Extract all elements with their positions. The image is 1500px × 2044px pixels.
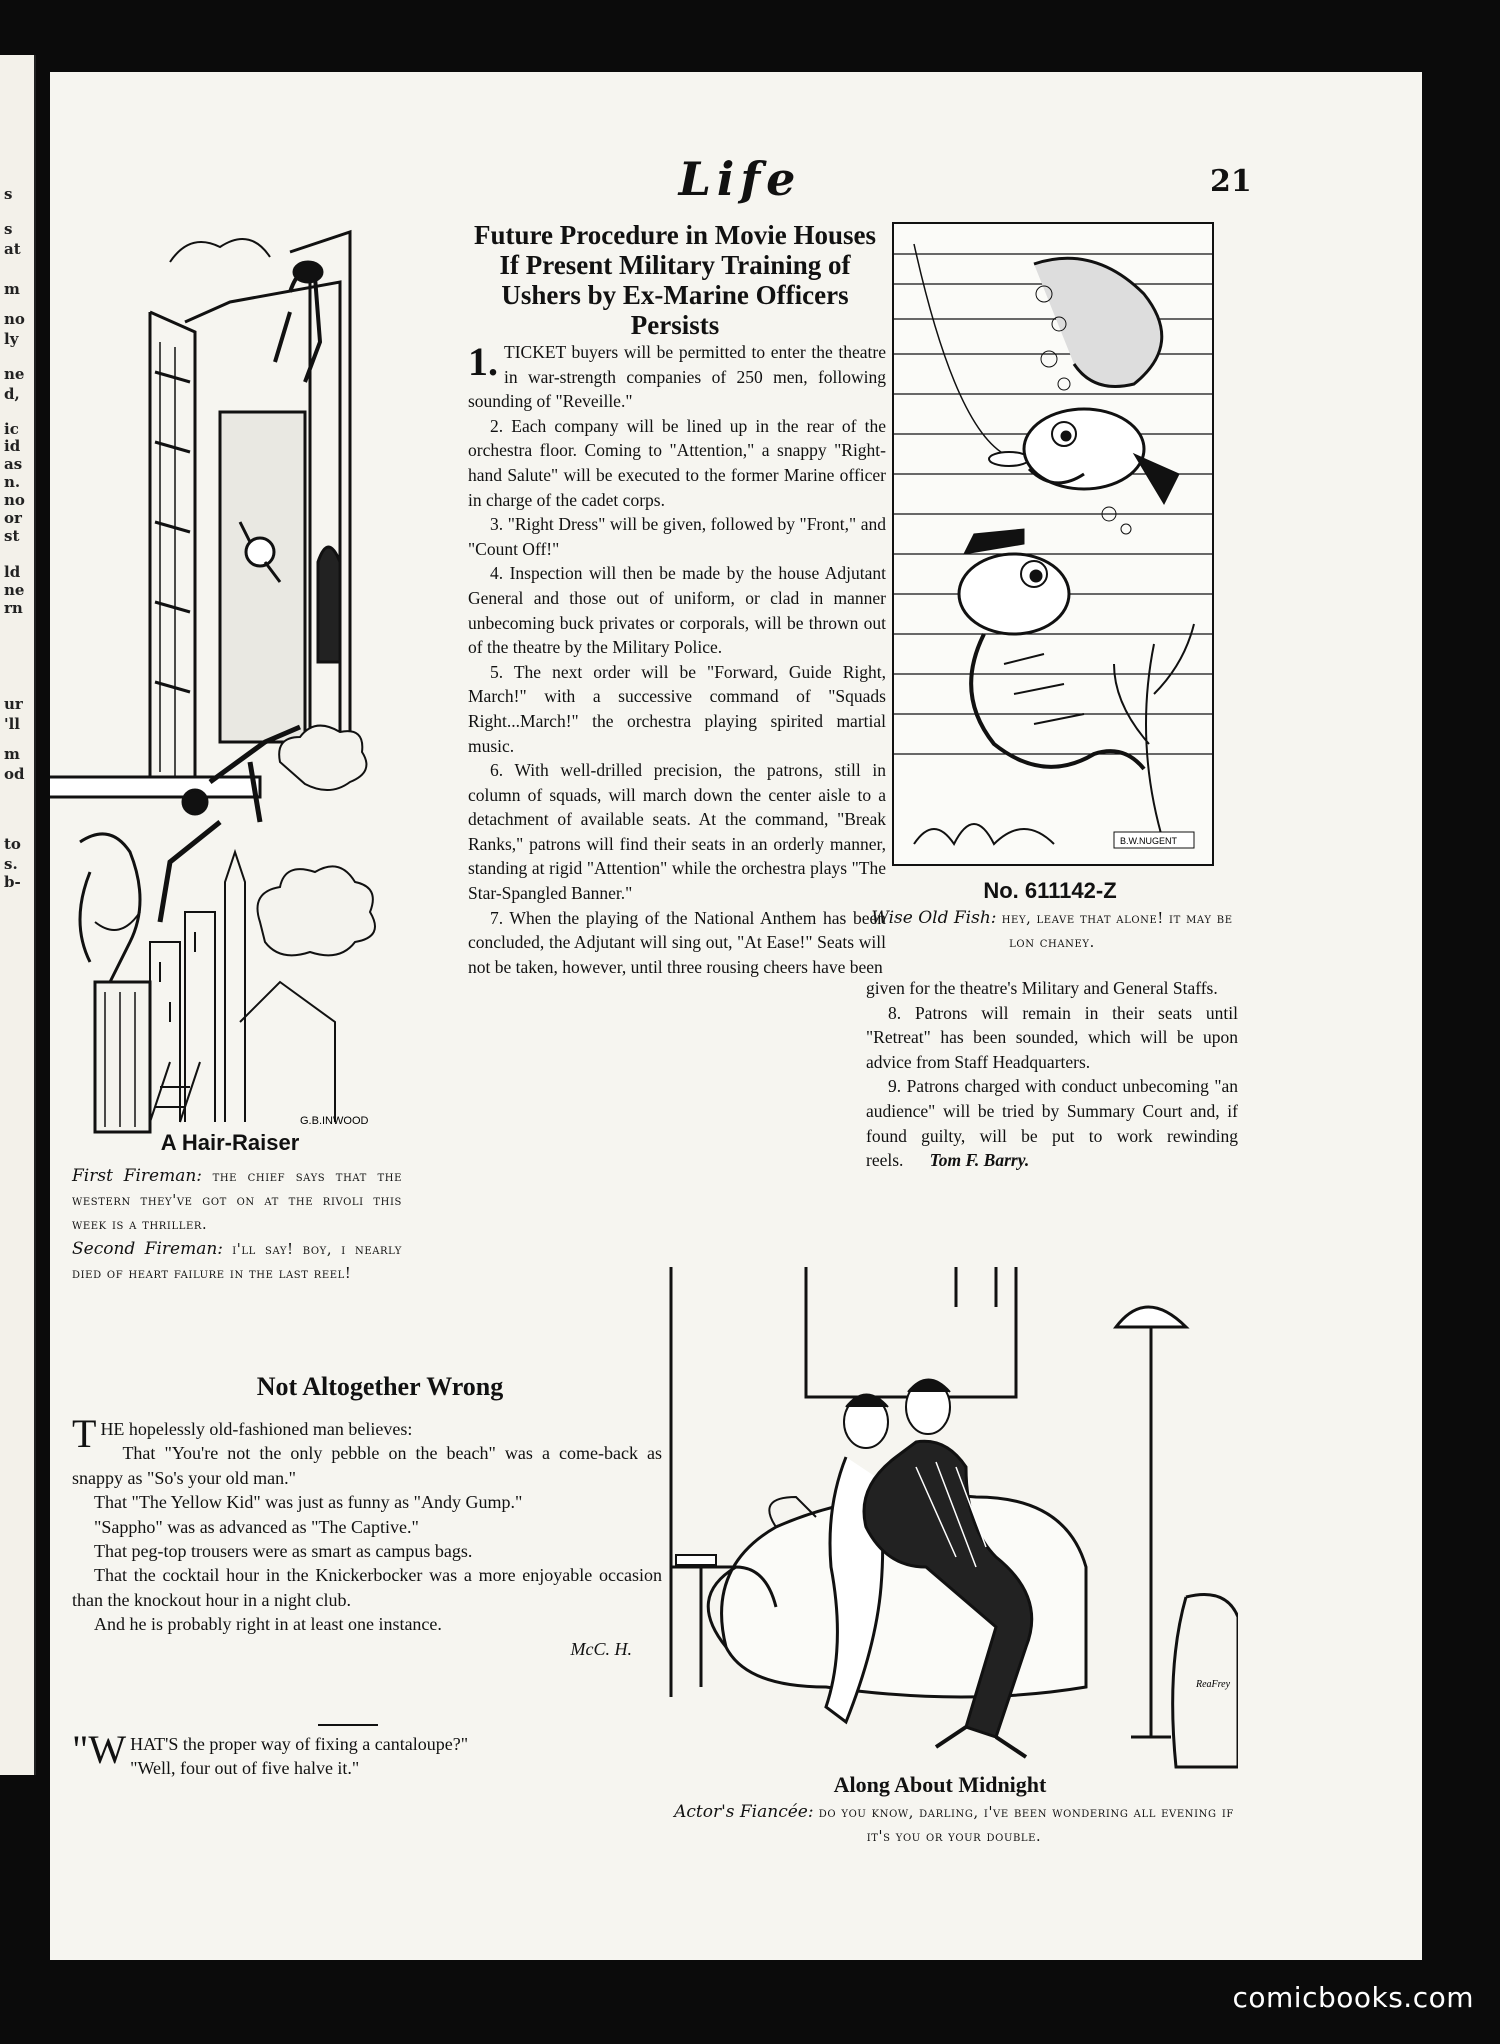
joke-line-1: HAT'S the proper way of fixing a cantaloupe?" xyxy=(130,1734,469,1754)
joke-open-quote: " xyxy=(72,1727,89,1772)
article-paragraph-8: 8. Patrons will remain in their seats until "Retreat" has been sounded, which will be upon advice from Staff Headquarters. xyxy=(866,1002,1238,1072)
second-fireman-line: i'll say! boy, i nearly died of heart failure in the last reel! xyxy=(72,1242,402,1282)
left-page-fragment: b- xyxy=(4,873,21,891)
poem-dropcap: T xyxy=(72,1411,97,1456)
left-page-fragment: ic xyxy=(4,420,19,438)
left-page-fragment: ld xyxy=(4,563,21,581)
joke-line-2: "Well, four out of five halve it." xyxy=(130,1758,360,1778)
article-headline: Future Procedure in Movie Houses If Present Military Training of Ushers by Ex-Marine Officers Persists xyxy=(474,220,876,340)
article-paragraph-7: 7. When the playing of the National Anthem has been concluded, the Adjutant will sing out, "At Ease!" Seats will not be taken, however, until three rousing cheers have been xyxy=(468,907,886,977)
article-paragraph-6: 6. With well-drilled precision, the patrons, still in column of squads, will march down the center aisle to a detachment of available seats. At the command, "Break Ranks," patrons will find their seats in an orderly manner, standing at rigid "Attention" while the orchestra plays "The Star-Spangled Banner." xyxy=(468,760,886,904)
section-divider xyxy=(318,1724,378,1726)
article-paragraph-3: 3. "Right Dress" will be given, followed by "Front," and "Count Off!" xyxy=(468,514,886,559)
left-page-fragment: ur xyxy=(4,695,23,713)
first-fireman-label: First Fireman: xyxy=(72,1166,203,1186)
left-page-fragment: ly xyxy=(4,330,19,348)
article-number-one: 1. xyxy=(468,339,498,384)
poem-body xyxy=(72,1411,662,1661)
left-page-fragment: at xyxy=(4,240,21,258)
article-column-1 xyxy=(468,340,886,979)
fire-cartoon-signature: G.B.INWOOD xyxy=(300,1115,369,1127)
poem-line-4: "Sappho" was as advanced as "The Captive." xyxy=(94,1516,419,1537)
left-page-fragment: id xyxy=(4,437,21,455)
first-fireman-line: the chief says that the western they've got on at the rivoli this week is a thriller. xyxy=(72,1169,402,1233)
left-page-fragment: n. xyxy=(4,473,21,491)
actors-fiancee-label: Actor's Fiancée: xyxy=(674,1802,814,1822)
article-paragraph-5: 5. The next order will be "Forward, Guide Right, March!" with a successive command of "Squads Right...March!" the orchestra playing spirited martial music. xyxy=(468,661,886,756)
left-page-fragment: as xyxy=(4,455,23,473)
poem-line-3: That "The Yellow Kid" was just as funny as "Andy Gump." xyxy=(94,1492,523,1513)
page-number: 21 xyxy=(1210,164,1252,199)
left-page-fragment: no xyxy=(4,310,25,328)
poem-title: Not Altogether Wrong xyxy=(256,1372,504,1401)
masthead: Life xyxy=(678,152,802,206)
wise-old-fish-label: Wise Old Fish: xyxy=(871,908,997,928)
article-paragraph-1: TICKET buyers will be permitted to enter the theatre in war-strength companies of 250 men, following sounding of "Reveille." xyxy=(468,342,886,412)
article-paragraph-9: 9. Patrons charged with conduct unbecoming "an audience" will be tried by Summary Court and, if found guilty, will be put to work rewinding reels. xyxy=(866,1076,1238,1171)
article-paragraph-7-continued: given for the theatre's Military and General Staffs. xyxy=(866,978,1218,998)
left-page-fragment: to xyxy=(4,835,21,853)
left-page-fragment: or xyxy=(4,509,22,527)
poem-line-5: That peg-top trousers were as smart as campus bags. xyxy=(94,1541,473,1562)
poem-line-6: That the cocktail hour in the Knickerbocker was a more enjoyable occasion than the knockout hour in a night club. xyxy=(72,1565,662,1610)
svg-text:ReaFrey: ReaFrey xyxy=(1196,1679,1231,1690)
left-page-fragment: no xyxy=(4,491,25,509)
left-page-fragment: m xyxy=(4,745,20,763)
left-page-fragment: 'll xyxy=(4,715,20,733)
left-page-fragment: m xyxy=(4,280,20,298)
left-page-fragment: s xyxy=(4,220,13,238)
couple-cartoon-dialogue xyxy=(660,1800,1248,1849)
left-page-edge xyxy=(0,55,36,1775)
fish-cartoon-signature: B.W.NUGENT xyxy=(1120,836,1178,846)
poem-signature: McC. H. xyxy=(570,1638,632,1659)
left-page-fragment: st xyxy=(4,527,20,545)
fish-cartoon-illustration xyxy=(892,222,1214,866)
left-page-fragment: rn xyxy=(4,599,23,617)
left-page-fragment: od xyxy=(4,765,25,783)
site-watermark: comicbooks.com xyxy=(1232,1981,1474,2014)
poem-line-2: That "You're not the only pebble on the beach" was a come-back as snappy as "So's your old man." xyxy=(72,1443,662,1488)
wise-old-fish-line: hey, leave that alone! it may be lon chaney. xyxy=(1001,911,1233,951)
fish-cartoon-dialogue xyxy=(868,906,1236,955)
cantaloupe-joke xyxy=(72,1727,672,1780)
article-paragraph-2: 2. Each company will be lined up in the rear of the orchestra floor. Coming to "Attention," a snappy "Right-hand Salute" will be executed to the former Marine officer in charge of the cadet corps. xyxy=(468,415,886,510)
actors-fiancee-line: do you know, darling, i've been wondering all evening if it's you or your double. xyxy=(818,1805,1234,1845)
fire-cartoon-title: A Hair-Raiser xyxy=(160,1130,300,1155)
fire-cartoon-illustration xyxy=(50,222,410,1134)
left-page-fragment: ne xyxy=(4,581,25,599)
fire-cartoon-dialogue xyxy=(72,1164,402,1286)
couple-cartoon-title: Along About Midnight xyxy=(833,1772,1047,1797)
left-page-fragment: ne xyxy=(4,365,25,383)
second-fireman-label: Second Fireman: xyxy=(72,1239,224,1259)
magazine-page xyxy=(50,72,1422,1960)
left-page-fragment: d, xyxy=(4,385,20,403)
poem-line-1: HE hopelessly old-fashioned man believes: xyxy=(100,1419,413,1439)
couple-cartoon-illustration xyxy=(666,1267,1238,1777)
article-paragraph-4: 4. Inspection will then be made by the house Adjutant General and those out of uniform, or clad in manner unbecoming buck privates or corporals, will be thrown out of the theatre by the Military Police. xyxy=(468,563,886,658)
fish-cartoon-title: No. 611142-Z xyxy=(983,878,1117,903)
left-page-fragment: s. xyxy=(4,855,18,873)
left-page-fragment: s xyxy=(4,185,13,203)
joke-dropcap: W xyxy=(88,1727,127,1772)
article-byline: Tom F. Barry. xyxy=(929,1150,1030,1171)
article-column-2 xyxy=(866,976,1238,1173)
poem-line-7: And he is probably right in at least one instance. xyxy=(94,1614,442,1635)
